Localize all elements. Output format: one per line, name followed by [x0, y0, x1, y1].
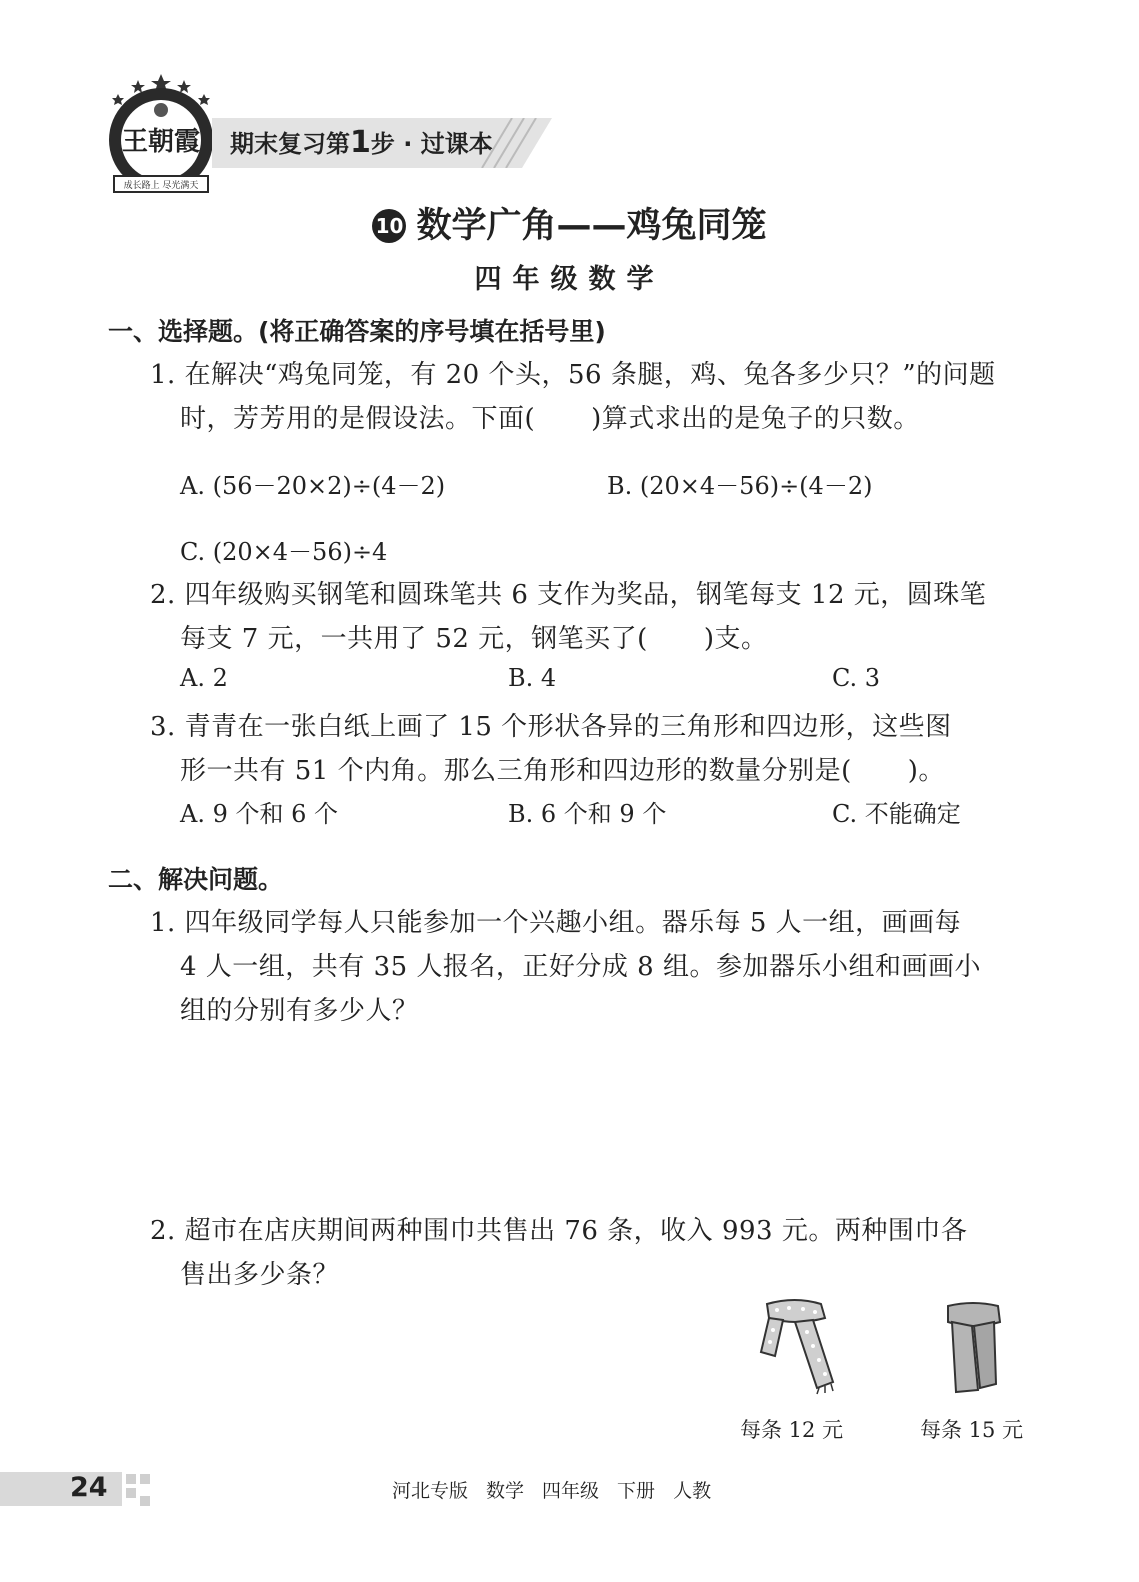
q1-2-line2: 每支 7 元，一共用了 52 元，钢笔买了( )支。 [180, 624, 768, 654]
q1-3-option-c: C. 不能确定 [832, 800, 961, 828]
section-2-heading: 二、解决问题。 [108, 865, 284, 894]
page-number: 24 [70, 1472, 108, 1503]
q1-3-line1: 3. 青青在一张白纸上画了 15 个形状各异的三角形和四边形，这些图 [150, 712, 952, 742]
dotted-scarf-illustration [755, 1296, 835, 1396]
footer-decor-square [140, 1496, 150, 1506]
q1-3-line2: 形一共有 51 个内角。那么三角形和四边形的数量分别是( )。 [180, 756, 945, 786]
review-step-text: 期末复习第1步 · 过课本 [230, 125, 493, 160]
q1-1-option-a: A. (56－20×2)÷(4－2) [180, 472, 446, 500]
plain-scarf-illustration [938, 1300, 1008, 1400]
scarf-2-price: 每条 15 元 [920, 1418, 1024, 1442]
page-title: 10 数学广角——鸡兔同笼 [0, 198, 1139, 248]
scarf-1-price: 每条 12 元 [740, 1418, 844, 1442]
svg-text:成长路上 尽光满天: 成长路上 尽光满天 [123, 181, 199, 191]
q2-2-line1: 2. 超市在店庆期间两种围巾共售出 76 条，收入 993 元。两种围巾各 [150, 1216, 968, 1246]
q2-1-line1: 1. 四年级同学每人只能参加一个兴趣小组。器乐每 5 人一组，画画每 [150, 908, 962, 938]
section-1-heading: 一、选择题。(将正确答案的序号填在括号里) [108, 317, 606, 346]
page-subtitle: 四年级数学 [474, 264, 665, 295]
q2-1-line2: 4 人一组，共有 35 人报名，正好分成 8 组。参加器乐小组和画画小 [180, 952, 981, 982]
q1-1-option-b: B. (20×4－56)÷(4－2) [607, 472, 873, 500]
q1-1-option-c: C. (20×4－56)÷4 [180, 538, 388, 566]
q2-2-line2: 售出多少条？ [180, 1260, 340, 1290]
q2-1-line3: 组的分别有多少人？ [180, 996, 419, 1026]
footer-edition-info: 河北专版 数学 四年级 下册 人教 [392, 1480, 712, 1502]
footer-decor-square [126, 1474, 136, 1484]
q1-2-option-a: A. 2 [180, 664, 228, 692]
q1-2-option-b: B. 4 [508, 664, 557, 692]
unit-number-badge: 10 [372, 209, 406, 243]
svg-text:王朝霞: 王朝霞 [121, 127, 201, 157]
q1-3-option-a: A. 9 个和 6 个 [180, 800, 339, 828]
q1-2-option-c: C. 3 [832, 664, 881, 692]
q1-1-line1: 1. 在解决“鸡兔同笼，有 20 个头，56 条腿，鸡、兔各多少只？”的问题 [150, 360, 996, 390]
footer-decor-square [126, 1488, 136, 1498]
q1-3-option-b: B. 6 个和 9 个 [508, 800, 667, 828]
q1-1-line2: 时，芳芳用的是假设法。下面( )算式求出的是兔子的只数。 [180, 404, 920, 434]
q1-2-line1: 2. 四年级购买钢笔和圆珠笔共 6 支作为奖品，钢笔每支 12 元，圆珠笔 [150, 580, 987, 610]
footer-decor-square [140, 1474, 150, 1484]
wangzhaoxia-logo [100, 72, 222, 200]
